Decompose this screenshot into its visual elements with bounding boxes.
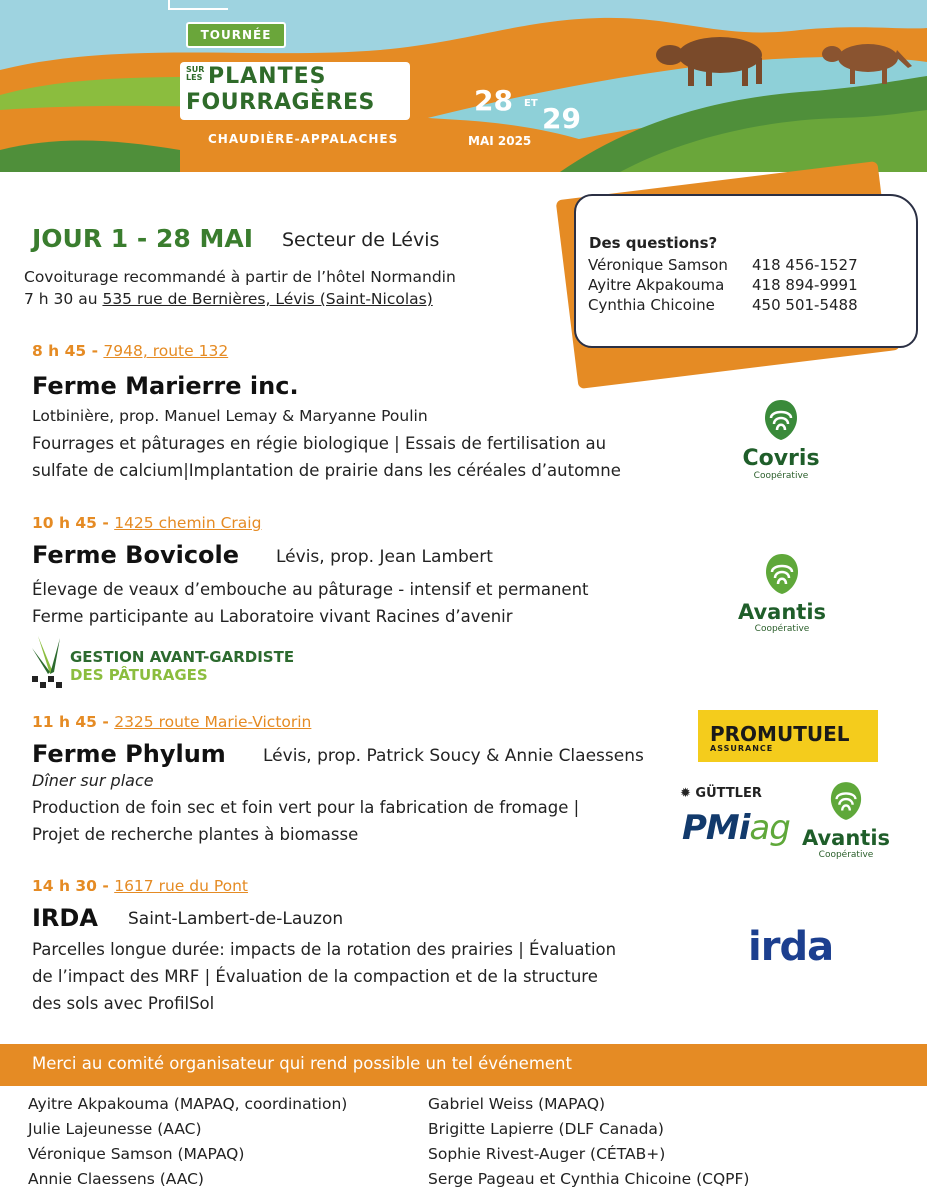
stop-subtitle: Saint-Lambert-de-Lauzon (128, 909, 344, 929)
stop-time: 8 h 45 - 7948, route 132 (32, 342, 229, 360)
covris-logo (736, 398, 826, 481)
questions-title: Des questions? (589, 234, 718, 252)
committee-member: Véronique Samson (MAPAQ) (28, 1145, 245, 1163)
stop-time: 11 h 45 - 2325 route Marie-Victorin (32, 713, 312, 731)
fingerprint-leaf-icon (764, 552, 800, 596)
contact-row (588, 296, 858, 314)
avantis-name: Avantis (801, 826, 891, 850)
promutuel-sub: ASSURANCE (710, 744, 774, 753)
gestion-avant-gardiste-logo (30, 634, 295, 690)
carpool-time: 7 h 30 au (24, 290, 103, 308)
committee-member: Ayitre Akpakouma (MAPAQ, coordination) (28, 1095, 348, 1113)
covris-name: Covris (742, 446, 820, 471)
stop-subtitle: Lotbinière, prop. Manuel Lemay & Maryanne Poulin (32, 407, 428, 425)
avantis-name: Avantis (737, 600, 827, 624)
date-day2: 29 (542, 102, 581, 135)
committee-member: Gabriel Weiss (MAPAQ) (428, 1095, 606, 1113)
day-sector: Secteur de Lévis (282, 229, 440, 251)
contact-phone[interactable]: 418 456-1527 (752, 256, 858, 274)
contact-row (588, 276, 858, 294)
landscape-illustration (0, 0, 927, 172)
stop-name: Ferme Phylum (32, 740, 226, 768)
thanks-text: Merci au comité organisateur qui rend possible un tel événement (32, 1054, 572, 1073)
stop-description: Fourrages et pâturages en régie biologique | Essais de fertilisation au sulfate de calcium|Implantation de prairie dans les céréales d’automne (32, 434, 621, 480)
covris-sub: Coopérative (753, 471, 809, 481)
stop-time: 14 h 30 - 1617 rue du Pont (32, 877, 249, 895)
stop-name: IRDA (32, 904, 98, 932)
stop-description: Production de foin sec et foin vert pour la fabrication de fromage | Projet de recherche plantes à biomasse (32, 798, 580, 844)
stop-address-link[interactable]: 1425 chemin Craig (114, 514, 262, 532)
committee-member: Sophie Rivest-Auger (CÉTAB+) (428, 1145, 666, 1163)
contact-name: Véronique Samson (588, 256, 728, 274)
grass-icon (30, 634, 70, 690)
promutuel-logo (698, 710, 878, 762)
stop-description: Élevage de veaux d’embouche au pâturage - intensif et permanent Ferme participante au Laboratoire vivant Racines d’avenir (32, 580, 589, 626)
stop-subtitle: Lévis, prop. Patrick Soucy & Annie Claessens (263, 746, 644, 766)
gag-line1: GESTION AVANT-GARDISTE (70, 648, 295, 666)
stop-subtitle: Lévis, prop. Jean Lambert (276, 547, 493, 567)
avantis-logo (796, 780, 896, 860)
contact-name: Ayitre Akpakouma (588, 276, 725, 294)
stop-address-link[interactable]: 1617 rue du Pont (114, 877, 249, 895)
irda-logo: irda (748, 924, 834, 970)
contact-phone[interactable]: 418 894-9991 (752, 276, 858, 294)
promutuel-name: PROMUTUEL (710, 722, 850, 746)
stop-time: 10 h 45 - 1425 chemin Craig (32, 514, 262, 532)
guttler-logo: ✹ GÜTTLER (680, 786, 762, 801)
day-title: JOUR 1 - 28 MAI (32, 224, 254, 253)
fingerprint-leaf-icon (829, 780, 863, 822)
stop-name: Ferme Bovicole (32, 541, 240, 569)
avantis-sub: Coopérative (818, 850, 874, 860)
sur-les-label: SUR LES (186, 65, 205, 82)
stop-address-link[interactable]: 7948, route 132 (103, 342, 229, 360)
stop-description: Parcelles longue durée: impacts de la rotation des prairies | Évaluation de l’impact des MRF | Évaluation de la compaction et de la structure des sols avec ProfilSol (32, 940, 617, 1013)
committee-member: Julie Lajeunesse (AAC) (28, 1120, 202, 1138)
region-label: CHAUDIÈRE-APPALACHES (208, 132, 399, 146)
carpool-line1: Covoiturage recommandé à partir de l’hôtel Normandin (24, 268, 456, 286)
carpool-address-link[interactable]: 535 rue de Bernières, Lévis (Saint-Nicolas) (102, 290, 433, 308)
tournee-badge: TOURNÉE (186, 22, 286, 48)
date-day1: 28 (474, 84, 513, 117)
avantis-logo (732, 552, 832, 634)
event-title-line2: FOURRAGÈRES (186, 90, 375, 115)
pmiag-logo: PMiag (682, 808, 790, 848)
stop-address-link[interactable]: 2325 route Marie-Victorin (114, 713, 312, 731)
header-banner (0, 0, 927, 172)
contact-row (588, 256, 858, 274)
committee-member: Annie Claessens (AAC) (28, 1170, 204, 1188)
fingerprint-leaf-icon (763, 398, 799, 442)
gear-icon: ✹ (680, 786, 696, 801)
contact-name: Cynthia Chicoine (588, 296, 715, 314)
stop-name: Ferme Marierre inc. (32, 372, 299, 400)
thanks-bar (0, 1044, 927, 1086)
date-month-year: MAI 2025 (468, 134, 532, 148)
date-et: ET (524, 98, 538, 109)
stop-note: Dîner sur place (32, 771, 154, 790)
committee-member: Serge Pageau et Cynthia Chicoine (CQPF) (428, 1170, 750, 1188)
gag-line2: DES PÂTURAGES (70, 666, 208, 684)
event-title-line1: PLANTES (208, 64, 327, 89)
avantis-sub: Coopérative (754, 624, 810, 634)
event-title-badge (180, 62, 410, 120)
committee-member: Brigitte Lapierre (DLF Canada) (428, 1120, 664, 1138)
carpool-info (24, 266, 456, 310)
contact-phone[interactable]: 450 501-5488 (752, 296, 858, 314)
